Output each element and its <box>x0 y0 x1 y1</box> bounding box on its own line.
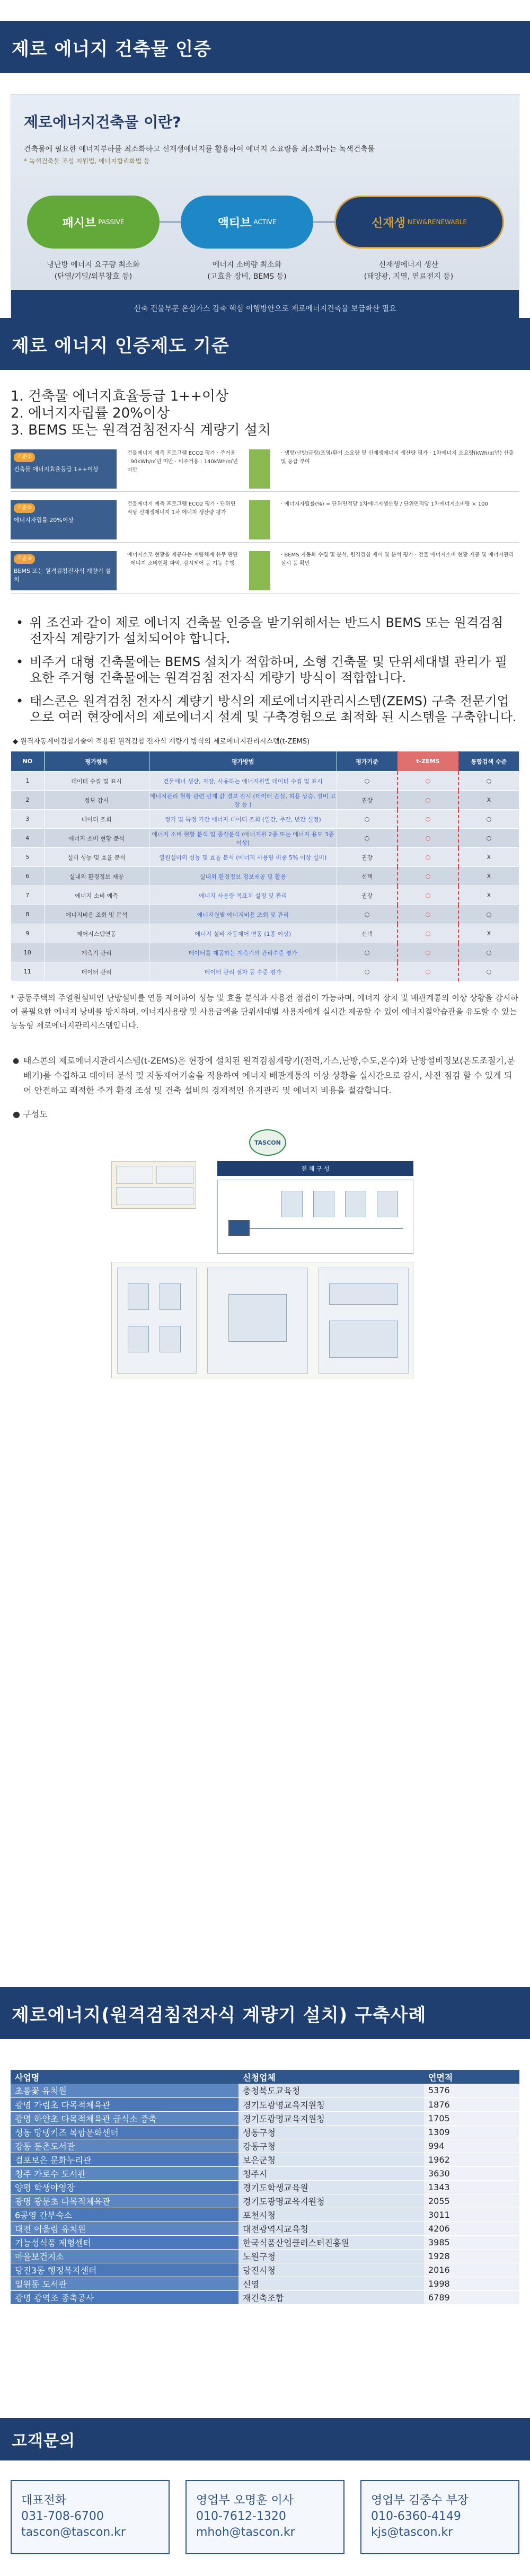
zems-cell-method: 에너지 설비 자동제어 연동 (1종 이상) <box>149 924 337 943</box>
criterion-3: 3. BEMS 또는 원격검침전자식 계량기 설치 <box>11 422 271 438</box>
banner-title: 제로에너지건축물 이란? <box>24 113 181 131</box>
zems-cell-no: 5 <box>11 848 45 867</box>
zems-cell-crit: ○ <box>337 962 398 981</box>
meter-icon <box>281 1191 303 1217</box>
case-cell-n: 기능성식품 제형센터 <box>11 2235 238 2249</box>
zems-cell-no: 1 <box>11 772 45 791</box>
zems-cell-z: ○ <box>398 962 458 981</box>
zems-cell-no: 6 <box>11 867 45 886</box>
info-bullets <box>16 615 519 725</box>
chart-icon <box>116 1187 193 1205</box>
col-applicant: 신청업체 <box>238 2070 424 2084</box>
zems-cell-lvl: ○ <box>458 772 519 791</box>
zems-cell-crit: ○ <box>337 943 398 962</box>
criteria-method: 건물에너지 예측 프로그램 ECO2 평가 · 주거용 : 90kWh/㎡년 미만 · 비주거용 : 140kWh/㎡년 미만 <box>127 450 238 473</box>
criteria-label <box>11 500 117 539</box>
zems-cell-method: 정기 및 특정 기간 에너지 데이터 조회 (일간, 주간, 년간 설정) <box>149 810 337 829</box>
zems-cell-lvl: X <box>458 886 519 905</box>
passive-caption <box>19 259 167 282</box>
meter-icon <box>160 1283 181 1310</box>
arrow-block <box>249 500 270 539</box>
case-cell-o: 재건축조합 <box>238 2290 424 2304</box>
contact-cards <box>11 2480 519 2565</box>
tascon-logo: TASCON <box>249 1129 286 1156</box>
criteria-label-text: 건축물 에너지효율등급 1++이상 <box>14 466 99 473</box>
renewable-pill <box>334 196 504 249</box>
zems-cell-crit: ○ <box>337 829 398 848</box>
zems-cell-lvl: X <box>458 791 519 810</box>
zems-cell-method: 에너지관리 현황 관련 관제 값 경보 감시 (데이터 손실, 허용 상승, 설비 고장 등 ) <box>149 791 337 810</box>
case-cell-o: 경기도학생교육원 <box>238 2180 424 2194</box>
zems-row <box>11 886 519 905</box>
server-icon <box>228 1220 250 1236</box>
meter-icon <box>345 1191 366 1217</box>
cases-table <box>11 2070 519 2305</box>
contact-title: 영업부 김중수 부장 <box>371 2494 469 2507</box>
criteria-detail: · 냉방/난방/급탕/조명/환기 소요량 및 신재생에너지 생산량 평가 · 1차에너지 소요량(kWh/㎡년) 산출 및 등급 부여 <box>281 450 514 465</box>
zems-cell-item: 에너지 소비 현황 분석 <box>44 829 149 848</box>
zems-cell-lvl: ○ <box>458 810 519 829</box>
passive-label: 패시브 <box>62 216 96 230</box>
zems-cell-item: 제어시스템연동 <box>44 924 149 943</box>
zems-cell-no: 8 <box>11 905 45 924</box>
zems-header-row <box>11 751 519 772</box>
section-heading: 제로에너지(원격검침전자식 계량기 설치) 구축사례 <box>0 1987 530 2039</box>
case-cell-o: 당진시청 <box>238 2263 424 2277</box>
criteria-tag: 기준② <box>14 503 35 513</box>
zems-cell-z: ○ <box>398 924 458 943</box>
criteria-row <box>11 548 519 594</box>
case-cell-o: 보은군청 <box>238 2153 424 2166</box>
case-row <box>11 2153 519 2166</box>
case-cell-n: 대전 어울림 유치원 <box>11 2221 238 2235</box>
case-cell-y: 2055 <box>424 2194 519 2208</box>
zems-cell-item: 설비 성능 및 효율 분석 <box>44 848 149 867</box>
zems-cell-z: ○ <box>398 867 458 886</box>
zems-cell-lvl: ○ <box>458 962 519 981</box>
zems-cell-item: 계측기 관리 <box>44 943 149 962</box>
zems-cell-item: 에너지 소비 예측 <box>44 886 149 905</box>
case-cell-n: 일원동 도서관 <box>11 2277 238 2290</box>
zems-cell-no: 3 <box>11 810 45 829</box>
case-row <box>11 2208 519 2221</box>
case-cell-n: 광명 광역조 종축공사 <box>11 2290 238 2304</box>
criteria-row <box>11 497 519 543</box>
zems-cell-item: 에너지비용 조회 및 분석 <box>44 905 149 924</box>
col-item: 평가항목 <box>44 751 149 772</box>
bullet-item: • 비주거 대형 건축물에는 BEMS 설치가 적합하며, 소형 건축물 및 단위세대별 관리가 필요한 주거형 건축물에는 원격검침 전자식 계량기 방식이 적합합니다. <box>16 654 519 686</box>
case-cell-y: 6789 <box>424 2290 519 2304</box>
case-cell-o: 경기도광명교육지원청 <box>238 2097 424 2111</box>
case-cell-n: 양평 학생야영장 <box>11 2180 238 2194</box>
zems-cell-crit: 선택 <box>337 924 398 943</box>
zems-cell-z: ○ <box>398 829 458 848</box>
criteria-method: 에너지소모 현황을 제공하는 계량체계 유무 판단 · 에너지 소비현황 파악, 감시제어 등 기능 수행 <box>127 552 238 566</box>
contact-phone[interactable]: 031-708-6700 <box>21 2510 104 2523</box>
case-row <box>11 2277 519 2290</box>
caption-line: (태양광, 지열, 연료전지 등) <box>364 272 454 281</box>
screen-icon <box>116 1166 153 1184</box>
passive-en: PASSIVE <box>98 218 125 226</box>
case-cell-y: 1309 <box>424 2125 519 2139</box>
section-zeb-cert <box>0 21 530 327</box>
active-caption <box>173 259 321 282</box>
criteria-tag: 기준① <box>14 453 35 462</box>
cases-header-row <box>11 2070 519 2084</box>
contact-card-sales-2 <box>360 2480 519 2554</box>
zems-row <box>11 772 519 791</box>
zems-cell-crit: ○ <box>337 905 398 924</box>
zeb-banner <box>11 94 519 327</box>
zems-row <box>11 962 519 981</box>
meter-icon <box>377 1191 398 1217</box>
contact-title: 영업부 오명훈 이사 <box>196 2494 294 2507</box>
case-cell-y: 3985 <box>424 2235 519 2249</box>
zems-cell-z: ○ <box>398 772 458 791</box>
zems-row <box>11 848 519 867</box>
zems-cell-z: ○ <box>398 943 458 962</box>
diagram-label: ● 구성도 <box>13 1109 48 1119</box>
case-row <box>11 2139 519 2153</box>
zems-cell-no: 9 <box>11 924 45 943</box>
meter-icon <box>128 1283 149 1310</box>
diagram-head: 전 체 구 성 <box>217 1161 413 1176</box>
cases-table-body <box>11 2084 519 2304</box>
zems-cell-no: 2 <box>11 791 45 810</box>
zems-cell-item: 데이터 수집 및 표시 <box>44 772 149 791</box>
col-no: NO <box>11 751 45 772</box>
pill-row <box>27 196 504 249</box>
zems-cell-method: 실내외 환경정보 정보제공 및 활용 <box>149 867 337 886</box>
case-cell-y: 3630 <box>424 2166 519 2180</box>
case-cell-n: 6공영 간부숙소 <box>11 2208 238 2221</box>
contact-email[interactable]: mhoh@tascon.kr <box>196 2526 295 2539</box>
zems-cell-z: ○ <box>398 848 458 867</box>
zems-cell-item: 데이터 조회 <box>44 810 149 829</box>
case-row <box>11 2166 519 2180</box>
zems-cell-lvl: X <box>458 867 519 886</box>
network-line <box>250 1228 403 1229</box>
case-row <box>11 2263 519 2277</box>
criteria-row <box>11 446 519 492</box>
zems-cell-crit: 선택 <box>337 867 398 886</box>
criteria-label <box>11 551 117 590</box>
col-criteria: 평가기준 <box>337 751 398 772</box>
zems-cell-no: 7 <box>11 886 45 905</box>
zems-table <box>11 751 519 981</box>
network-panel <box>217 1180 413 1254</box>
criteria-method: 건물에너지 예측 프로그램 ECO2 평가 · 단위면적당 신재생에너지 1차 에너지 생산량 평가 <box>127 501 236 516</box>
case-cell-o: 강동구청 <box>238 2139 424 2153</box>
system-diagram <box>111 1129 419 1384</box>
case-cell-o: 경기도광명교육지원청 <box>238 2111 424 2125</box>
contact-phone[interactable]: 010-7612-1320 <box>196 2510 286 2523</box>
field-panel <box>111 1262 413 1378</box>
case-row <box>11 2194 519 2208</box>
bullet-item: • 위 조건과 같이 제로 에너지 건축물 인증을 받기위해서는 반드시 BEMS 또는 원격검침 전자식 계량기가 설치되어야 합니다. <box>16 615 519 647</box>
criterion-2: 2. 에너지자립률 20%이상 <box>11 405 170 421</box>
zems-cell-crit: 권장 <box>337 848 398 867</box>
section-cases <box>0 1987 530 2039</box>
zems-row <box>11 943 519 962</box>
contact-email[interactable]: kjs@tascon.kr <box>371 2526 453 2539</box>
bullet-item: • 태스콘은 원격검침 전자식 계량기 방식의 제로에너지관리시스템(ZEMS) 구축 전문기업으로 여러 현장에서의 제로에너지 설계 및 구축경험으로 최적화 된 시스템을 구축합니다. <box>16 693 519 725</box>
case-cell-y: 1876 <box>424 2097 519 2111</box>
zems-cell-method: 에너지원별 에너지비용 조회 및 관리 <box>149 905 337 924</box>
zems-row <box>11 924 519 943</box>
renewable-en: NEW&RENEWABLE <box>407 218 467 226</box>
zems-cell-crit: ○ <box>337 772 398 791</box>
controller-icon <box>228 1294 287 1342</box>
distributor-icon <box>329 1283 398 1305</box>
criterion-1: 1. 건축물 에너지효율등급 1++이상 <box>11 388 229 404</box>
zems-cell-z: ○ <box>398 905 458 924</box>
case-cell-y: 1928 <box>424 2249 519 2263</box>
criteria-detail: · BEMS 자동화 수집 및 분석, 원격검침 제어 및 분석 평가 · 건물 에너지소비 현황 제공 및 에너지관리 실시 등 확인 <box>281 552 514 566</box>
passive-pill <box>27 196 160 249</box>
contact-card-sales-1 <box>186 2480 344 2554</box>
case-cell-o: 노원구청 <box>238 2249 424 2263</box>
caption-line: (고효율 장비, BEMS 등) <box>207 272 287 281</box>
active-label: 액티브 <box>217 216 252 230</box>
case-cell-y: 2016 <box>424 2263 519 2277</box>
zems-cell-lvl: X <box>458 924 519 943</box>
zems-cell-method: 에너지 소비 현황 분석 및 종감분석 (에너지원 2종 또는 에너지 용도 3종 이상) <box>149 829 337 848</box>
zems-table-body <box>11 772 519 981</box>
case-cell-o: 신영 <box>238 2277 424 2290</box>
active-en: ACTIVE <box>253 218 277 226</box>
zems-cell-item: 데이터 관리 <box>44 962 149 981</box>
criteria-list <box>11 388 530 439</box>
case-cell-n: 마을보건지소 <box>11 2249 238 2263</box>
renewable-caption <box>334 259 483 282</box>
arrow-block <box>249 449 270 489</box>
zems-cell-lvl: X <box>458 848 519 867</box>
col-project: 사업명 <box>11 2070 238 2084</box>
case-cell-y: 1962 <box>424 2153 519 2166</box>
zems-cell-lvl: ○ <box>458 829 519 848</box>
col-tzems: t-ZEMS <box>398 751 458 772</box>
zems-cell-no: 10 <box>11 943 45 962</box>
caption-line: 냉난방 에너지 요구량 최소화 <box>47 261 140 269</box>
case-cell-y: 1343 <box>424 2180 519 2194</box>
zems-cell-z: ○ <box>398 886 458 905</box>
criteria-table <box>11 446 519 600</box>
case-cell-o: 대전광역시교육청 <box>238 2221 424 2235</box>
zems-cell-method: 데이터 관리 절차 등 수준 평가 <box>149 962 337 981</box>
section-heading: 제로 에너지 건축물 인증 <box>0 21 530 73</box>
case-row <box>11 2249 519 2263</box>
monitor-panel <box>111 1161 196 1209</box>
zems-row <box>11 905 519 924</box>
banner-footer: 신축 건물부문 온실가스 감축 핵심 이행방안으로 제로에너지건축물 보급확산 필요 <box>11 290 519 327</box>
zems-row <box>11 791 519 810</box>
case-cell-y: 1705 <box>424 2111 519 2125</box>
meter-icon <box>128 1326 149 1352</box>
case-cell-n: 청주 가로수 도서관 <box>11 2166 238 2180</box>
case-cell-y: 5376 <box>424 2084 519 2097</box>
case-cell-n: 당진3동 행정복지센터 <box>11 2263 238 2277</box>
case-cell-n: 광명 가림초 다목적체육관 <box>11 2097 238 2111</box>
caption-line: (단열/기밀/외부창호 등) <box>54 272 132 281</box>
col-method: 평가방법 <box>149 751 337 772</box>
criteria-tag: 기준③ <box>14 554 35 564</box>
section-zeb-criteria <box>0 318 530 1384</box>
zems-cell-method: 데이터를 제공하는 계측기의 관리수준 평가 <box>149 943 337 962</box>
zems-cell-method: 에너지 사용량 목표치 설정 및 관리 <box>149 886 337 905</box>
col-area: 연면적 <box>424 2070 519 2084</box>
case-row <box>11 2084 519 2097</box>
zems-row <box>11 829 519 848</box>
case-cell-n: 광명 하얀초 다목적체육관 급식소 증축 <box>11 2111 238 2125</box>
zems-cell-no: 4 <box>11 829 45 848</box>
zems-cell-lvl: ○ <box>458 905 519 924</box>
case-cell-y: 4206 <box>424 2221 519 2235</box>
case-cell-y: 994 <box>424 2139 519 2153</box>
zems-cell-method: 건물에너 생산, 저장, 사용하는 에너지원별 데이터 수집 및 표시 <box>149 772 337 791</box>
case-row <box>11 2235 519 2249</box>
zems-row <box>11 810 519 829</box>
caption-line: 신재생에너지 생산 <box>378 261 439 269</box>
case-cell-o: 성동구청 <box>238 2125 424 2139</box>
case-cell-n: 성동 망뎅키즈 복합문화센터 <box>11 2125 238 2139</box>
zems-row <box>11 867 519 886</box>
renewable-label: 신재생 <box>372 216 405 230</box>
criteria-label-text: 에너지자립률 20%이상 <box>14 517 74 524</box>
screen-icon <box>156 1166 193 1184</box>
case-cell-y: 1998 <box>424 2277 519 2290</box>
zems-cell-crit: 권장 <box>337 791 398 810</box>
case-cell-n: 광명 광문초 다목적체육관 <box>11 2194 238 2208</box>
case-row <box>11 2125 519 2139</box>
zems-cell-item: 정보 감시 <box>44 791 149 810</box>
zems-cell-crit: 권장 <box>337 886 398 905</box>
case-cell-n: 강동 둔촌도서관 <box>11 2139 238 2153</box>
meter-icon <box>313 1191 334 1217</box>
tason-desc: ● 태스콘의 제로에너지관리시스템(t-ZEMS)은 현장에 설치된 원격검침계량기(전력,가스,난방,수도,온수)와 난방설비정보(온도조절기,분배기)를 수집하고 데이터 분석 및 자동제어기술을 적용하여 에너지 배관계통의 이상 상황을 실시간으로 감시, 사전 점검 할 수 있게 되어 안전하고 쾌적한 주거 환경 조성 및 건축 설비의 경제적인 유지관리 및 에너지 비용을 절감합니다. <box>13 1054 519 1098</box>
criteria-label-text: BEMS 또는 원격검침전자식 계량기 설치 <box>14 568 111 583</box>
zems-cell-no: 11 <box>11 962 45 981</box>
criteria-detail: · 에너지자립률(%) = 단위면적당 1차에너지생산량 / 단위면적당 1차에너지소비량 × 100 <box>281 501 488 507</box>
case-row <box>11 2111 519 2125</box>
contact-phone[interactable]: 010-6360-4149 <box>371 2510 461 2523</box>
section-contact: 고객문의 <box>0 2418 530 2460</box>
zems-cell-z: ○ <box>398 791 458 810</box>
arrow-block <box>249 551 270 590</box>
room-icon <box>329 1321 398 1358</box>
criteria-label <box>11 449 117 489</box>
col-level: 통합검색 수준 <box>458 751 519 772</box>
contact-title: 대표전화 <box>21 2494 67 2507</box>
zems-cell-z: ○ <box>398 810 458 829</box>
case-cell-o: 충청북도교육청 <box>238 2084 424 2097</box>
section-heading: 제로 에너지 인증제도 기준 <box>0 318 530 370</box>
banner-desc: 건축물에 필요한 에너지부하를 최소화하고 신재생에너지를 활용하여 에너지 소요량을 최소화하는 녹색건축물 <box>24 145 375 154</box>
case-row <box>11 2221 519 2235</box>
case-cell-n: 걸포보은 문화누리관 <box>11 2153 238 2166</box>
case-cell-o: 포천시청 <box>238 2208 424 2221</box>
case-cell-y: 3011 <box>424 2208 519 2221</box>
active-pill <box>181 196 313 249</box>
zems-cell-crit: ○ <box>337 810 398 829</box>
case-row <box>11 2180 519 2194</box>
contact-email[interactable]: tascon@tascon.kr <box>21 2526 126 2539</box>
caption-line: 에너지 소비량 최소화 <box>212 261 282 269</box>
meter-icon <box>160 1326 181 1352</box>
case-cell-n: 초롱꽃 유치원 <box>11 2084 238 2097</box>
zems-cell-method: 열원설비의 성능 및 효율 분석 (에너지 사용량 비중 5% 이상 설비) <box>149 848 337 867</box>
case-row <box>11 2097 519 2111</box>
case-cell-o: 한국식품산업클러스터진흥원 <box>238 2235 424 2249</box>
contact-card-main <box>11 2480 170 2554</box>
banner-sub: * 녹색건축물 조성 지원법, 에너지합리화법 등 <box>24 157 150 165</box>
case-cell-o: 청주시 <box>238 2166 424 2180</box>
zems-cell-lvl: ○ <box>458 943 519 962</box>
zems-table-title: ◆ 원격자동제어검침기술이 적용된 원격검침 전자식 계량기 방식의 제로에너지관리시스템(t-ZEMS) <box>13 738 310 746</box>
case-row <box>11 2290 519 2304</box>
zems-cell-item: 실내외 환경정보 제공 <box>44 867 149 886</box>
zems-note: * 공동주택의 주열원설비인 난방설비를 연동 제어하여 성능 및 효율 분석과 사용전 점검이 가능하며, 에너지 장치 및 배관계통의 이상 상황을 감시하여 불필요한 에너지 낭비를 방지하며, 에너지사용량 및 사용금액을 단위세대별 사용자에게 실시간 제공할 수 있어 에너지절약습관을 유도할 수 있는 능동형 제로에너지관리시스템입니다. <box>11 993 518 1030</box>
case-cell-o: 경기도광명교육지원청 <box>238 2194 424 2208</box>
